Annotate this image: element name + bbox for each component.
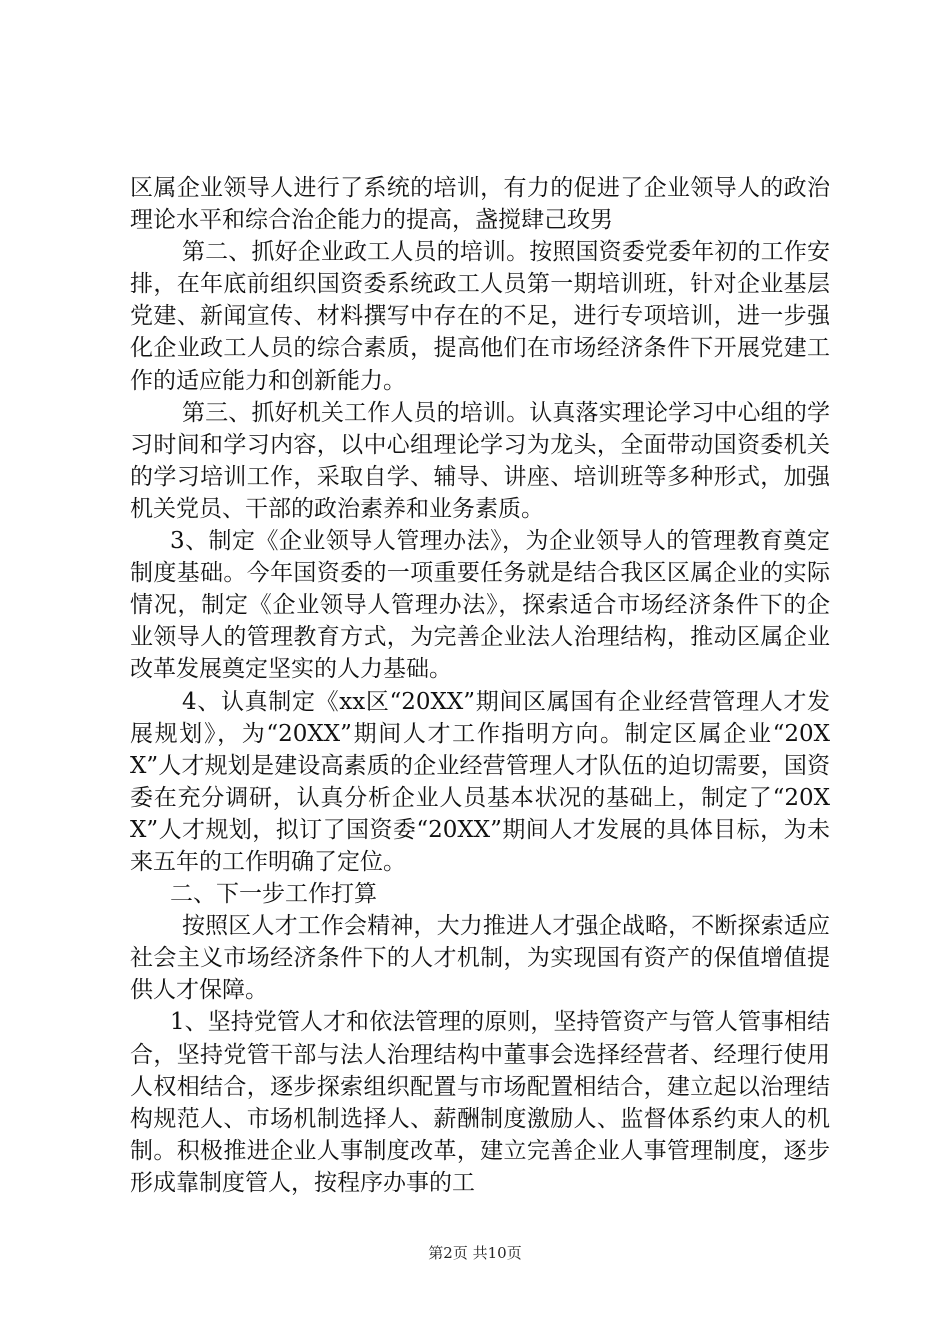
paragraph-talent-plan: 4、认真制定《xx区“20XX”期间区属国有企业经营管理人才发展规划》，为“20XX”期间人才工作指明方向。制定区属企业“20XX”人才规划是建设高素质的企业经营管理人才队伍的迫切需要，国资委在充分调研，认真分析企业人员基本状况的基础上，制定了“20XX”人才规划，拟订了国资委“20XX”期间人才发展的具体目标，为未来五年的工作明确了定位。 <box>130 688 830 875</box>
document-body <box>130 172 830 1199</box>
paragraph-train-office-staff: 第三、抓好机关工作人员的培训。认真落实理论学习中心组的学习时间和学习内容，以中心组理论学习为龙头，全面带动国资委机关的学习培训工作，采取自学、辅导、讲座、培训班等多种形式，加强机关党员、干部的政治素养和业务素质。 <box>130 399 830 522</box>
page-number-footer: 第2页 共10页 <box>428 1244 522 1262</box>
paragraph-train-political-staff: 第二、抓好企业政工人员的培训。按照国资委党委年初的工作安排，在年底前组织国资委系统政工人员第一期培训班，针对企业基层党建、新闻宣传、材料撰写中存在的不足，进行专项培训，进一步强化企业政工人员的综合素质，提高他们在市场经济条件下开展党建工作的适应能力和创新能力。 <box>130 239 830 394</box>
paragraph-party-management-principle: 1、坚持党管人才和依法管理的原则，坚持管资产与管人管事相结合，坚持党管干部与法人治理结构中董事会选择经营者、经理行使用人权相结合，逐步探索组织配置与市场配置相结合，建立起以治理结构规范人、市场机制选择人、薪酬制度激励人、监督体系约束人的机制。积极推进企业人事制度改革，建立完善企业人事管理制度，逐步形成靠制度管人，按程序办事的工 <box>130 1009 830 1196</box>
section-heading-next-steps: 二、下一步工作打算 <box>170 881 377 908</box>
paragraph-talent-strategy: 按照区人才工作会精神，大力推进人才强企战略，不断探索适应社会主义市场经济条件下的人才机制，为实现国有资产的保值增值提供人才保障。 <box>130 913 830 1004</box>
paragraph-management-measures: 3、制定《企业领导人管理办法》，为企业领导人的管理教育奠定制度基础。今年国资委的一项重要任务就是结合我区区属企业的实际情况，制定《企业领导人管理办法》，探索适合市场经济条件下的企业领导人的管理教育方式，为完善企业法人治理结构，推动区属企业改革发展奠定坚实的人力基础。 <box>130 528 830 683</box>
paragraph-continuation: 区属企业领导人进行了系统的培训，有力的促进了企业领导人的政治理论水平和综合治企能力的提高，盏搅肆己玫男 <box>130 175 830 234</box>
